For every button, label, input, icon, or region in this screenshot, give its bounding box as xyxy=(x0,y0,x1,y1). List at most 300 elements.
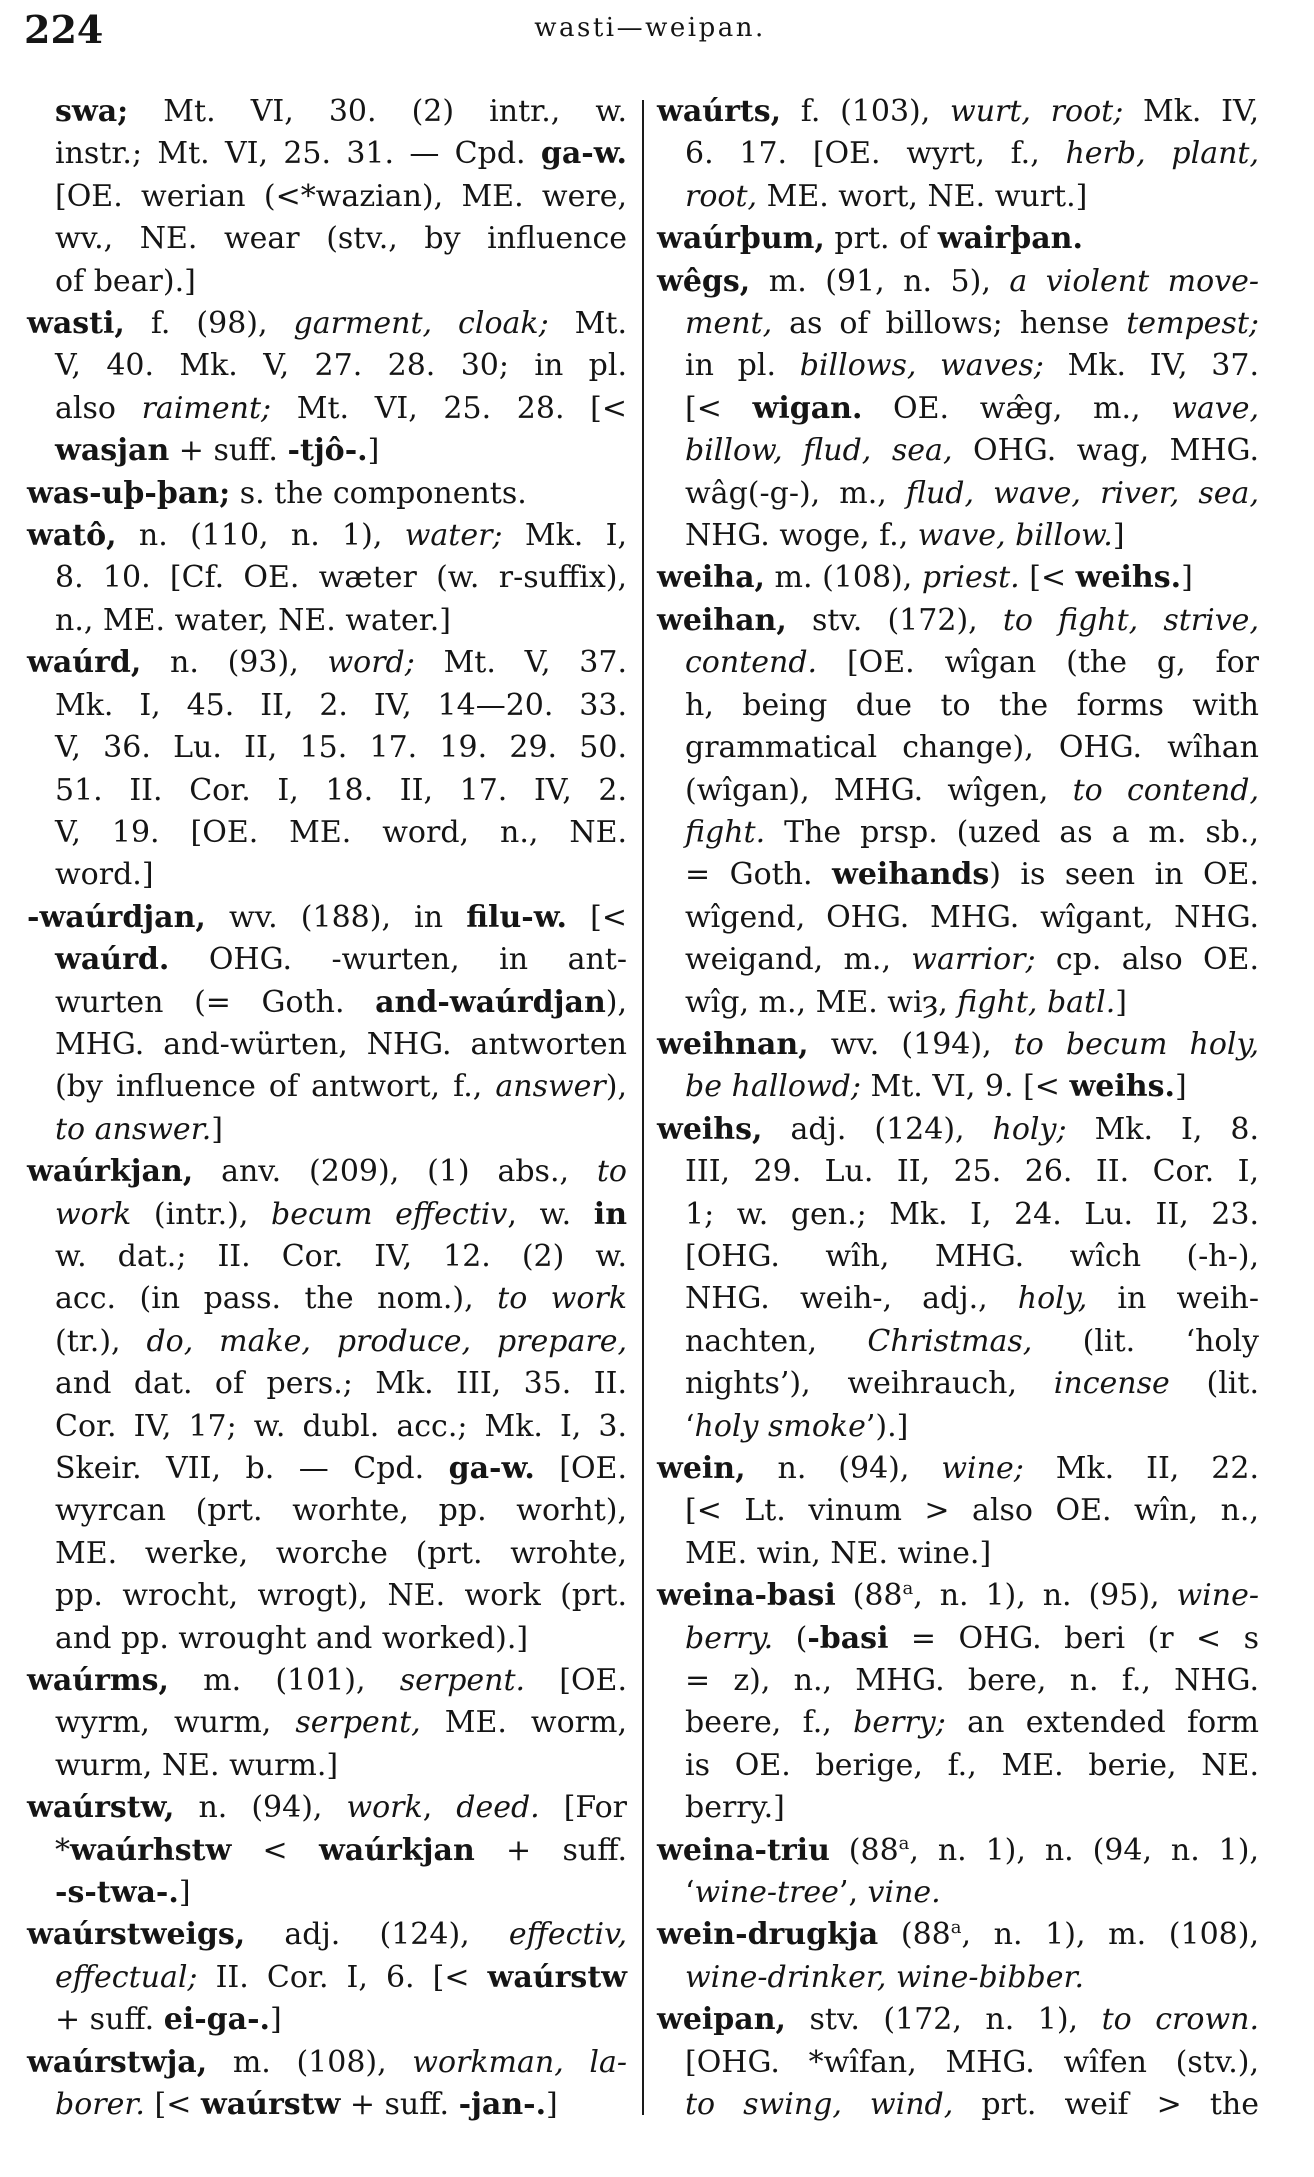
entry-text: ), xyxy=(605,984,627,1020)
bold-form: wigan. xyxy=(752,390,863,426)
entry-text: Mt. VI, 9. [< xyxy=(860,1069,1070,1105)
entry-line xyxy=(657,812,1259,854)
gloss-text: wine; xyxy=(941,1451,1024,1486)
entry-head-line xyxy=(27,303,627,345)
entry-line xyxy=(27,1957,627,1999)
headword: weiha, xyxy=(657,560,766,596)
entry-text: ] xyxy=(211,1111,223,1147)
gloss-text: effectual; xyxy=(55,1959,198,1995)
entry-text: Mk. I, 45. II, 2. IV, 14—20. 33. xyxy=(55,687,627,723)
entry-line xyxy=(27,1872,627,1914)
entry-text: Mk. IV, 37. xyxy=(1043,348,1260,384)
entry-line xyxy=(657,430,1259,472)
entry-line xyxy=(657,133,1259,175)
headword: weihnan, xyxy=(657,1026,809,1062)
entry-text: ME. wort, NE. wurt.] xyxy=(757,178,1088,214)
entry-head-line xyxy=(657,1109,1259,1151)
entry-text: f. (98), xyxy=(124,306,294,342)
entry-line xyxy=(657,982,1259,1024)
gloss-text: work xyxy=(55,1196,132,1232)
entry-text: ] xyxy=(1174,1069,1187,1105)
entry-text: m. (91, n. 5), xyxy=(750,263,1010,299)
headword: waúrts, xyxy=(657,94,782,129)
entry-text: [OE. xyxy=(525,1663,627,1699)
page-number: 224 xyxy=(24,7,104,52)
entry-text: an extended form xyxy=(945,1705,1259,1741)
entry-text: , xyxy=(422,1790,457,1826)
entry-line xyxy=(657,1194,1259,1236)
entry-text: n. (110, n. 1), xyxy=(116,518,405,554)
bold-form: weihs. xyxy=(1075,560,1182,596)
entry-text: The prsp. (uzed as a m. sb., xyxy=(765,814,1259,850)
entry-text: n., ME. water, NE. water.] xyxy=(55,602,451,638)
dictionary-entry xyxy=(27,1787,627,1914)
entry-text: OE. wæ̂g, m., xyxy=(862,390,1172,426)
entry-text: Mk. I, 8. xyxy=(1066,1111,1259,1147)
entry-text: [For xyxy=(539,1790,627,1826)
entry-text: of bear).] xyxy=(55,263,196,299)
entry-text: prt. of xyxy=(824,221,938,257)
entry-line xyxy=(657,1406,1259,1448)
entry-text: (tr.), xyxy=(55,1323,147,1359)
gloss-text: tempest; xyxy=(1126,306,1259,342)
gloss-text: flud, wave, river, sea, xyxy=(905,475,1259,511)
gloss-text: effectiv, xyxy=(508,1917,627,1953)
entry-text: m. (108), xyxy=(765,560,922,596)
entry-line xyxy=(657,770,1259,812)
headword: waúrstwja, xyxy=(27,2044,208,2080)
dictionary-entry xyxy=(27,2042,627,2127)
entry-text: n. (94), xyxy=(174,1790,347,1826)
entry-text: [< xyxy=(685,390,753,426)
entry-head-line xyxy=(657,91,1259,133)
gloss-text: billows, waves; xyxy=(799,348,1044,384)
entry-text: [OE. werian (<*wazian), ME. were, xyxy=(55,178,627,214)
entry-text: nights’), weihrauch, xyxy=(685,1366,1054,1402)
entry-line xyxy=(27,1490,627,1532)
entry-text: nachten, xyxy=(685,1323,868,1359)
entry-line xyxy=(27,1363,627,1405)
gloss-text: berry; xyxy=(853,1705,946,1741)
entry-text: cp. also OE. xyxy=(1035,942,1259,978)
entry-text: w. dat.; II. Cor. IV, 12. (2) w. xyxy=(55,1238,627,1274)
entry-text: Mt. V, 37. xyxy=(414,645,627,681)
entry-text: ‘ xyxy=(685,1408,695,1444)
entry-text: Mt. xyxy=(548,306,627,342)
entry-line xyxy=(27,939,627,981)
entry-line xyxy=(27,1194,627,1236)
dictionary-entry xyxy=(657,600,1259,1024)
entry-text: ] xyxy=(1112,518,1125,554)
entry-text: s. the components. xyxy=(230,475,527,511)
headword: wein-drugkja xyxy=(657,1917,879,1953)
entry-text: [< xyxy=(566,899,627,935)
gloss-text: wine- xyxy=(1176,1578,1259,1614)
entry-text: is OE. berige, f., ME. berie, NE. xyxy=(685,1747,1259,1783)
entry-text: as of billows; hense xyxy=(772,306,1127,342)
gloss-text: to xyxy=(596,1154,627,1190)
entry-text: (lit. ‘holy xyxy=(1032,1323,1259,1359)
entry-line xyxy=(657,642,1259,684)
gloss-text: holy, xyxy=(1017,1281,1088,1317)
entry-text: [< xyxy=(1019,560,1076,596)
entry-text: ] xyxy=(1181,560,1193,596)
entry-line xyxy=(657,1872,1259,1914)
entry-text: weigand, m., xyxy=(685,942,912,978)
entry-line xyxy=(657,1278,1259,1320)
entry-line xyxy=(657,1533,1259,1575)
entry-line xyxy=(27,1406,627,1448)
entry-line xyxy=(657,1490,1259,1532)
entry-text: Mk. IV, xyxy=(1123,94,1259,129)
headword: waúrþum, xyxy=(657,221,825,257)
gloss-text: becum effectiv xyxy=(271,1196,508,1232)
entry-line xyxy=(27,91,627,133)
entry-text: in pl. xyxy=(685,348,800,384)
entry-text: wurm, NE. wurm.] xyxy=(55,1747,339,1783)
entry-text: wv. (194), xyxy=(808,1026,1014,1062)
entry-text: m. (108), xyxy=(207,2044,413,2080)
dictionary-entry xyxy=(657,1109,1259,1448)
gloss-text: holy smoke xyxy=(694,1408,866,1444)
dictionary-entry xyxy=(657,1575,1259,1829)
headword: waúrstw, xyxy=(27,1790,175,1826)
gloss-text: be hallowd; xyxy=(685,1069,861,1105)
entry-text: [OHG. *wîfan, MHG. wîfen (stv.), xyxy=(685,2044,1259,2080)
entry-line xyxy=(27,1702,627,1744)
gloss-text: answer xyxy=(495,1069,606,1105)
gloss-text: to contend, xyxy=(1072,772,1259,808)
right-column xyxy=(657,91,1259,2127)
headword: wein, xyxy=(657,1451,746,1486)
entry-text: berry.] xyxy=(685,1790,785,1826)
entry-text: adj. (124), xyxy=(762,1111,993,1147)
entry-line xyxy=(27,557,627,599)
entry-head-line xyxy=(27,897,627,939)
entry-line xyxy=(657,1957,1259,1999)
dictionary-entry xyxy=(657,218,1259,260)
entry-line xyxy=(657,1787,1259,1829)
entry-text: ME. win, NE. wine.] xyxy=(685,1535,992,1571)
entry-text: (wîgan), MHG. wîgen, xyxy=(685,772,1073,808)
entry-text: ‘ xyxy=(685,1875,695,1911)
entry-line xyxy=(657,303,1259,345)
bold-form: waúrkjan xyxy=(318,1832,475,1868)
entry-line xyxy=(657,897,1259,939)
bold-form: wairþan. xyxy=(937,221,1083,257)
headword: weihan, xyxy=(657,602,787,638)
dictionary-entry xyxy=(657,1448,1259,1575)
entry-text: Mt. VI, 30. (2) intr., w. xyxy=(128,94,627,129)
entry-line xyxy=(657,727,1259,769)
entry-text: wyrm, wurm, xyxy=(55,1705,296,1741)
gloss-text: workman, la- xyxy=(412,2044,627,2080)
entry-line xyxy=(27,727,627,769)
entry-head-line xyxy=(657,557,1259,599)
entry-text: Mk. I, xyxy=(502,518,627,554)
bold-form: waúrhstw xyxy=(70,1832,232,1868)
dictionary-entry xyxy=(657,91,1259,218)
gloss-text: fight. xyxy=(685,814,766,850)
entry-line xyxy=(657,345,1259,387)
entry-line xyxy=(657,1745,1259,1787)
entry-line xyxy=(27,1024,627,1066)
gloss-text: Christmas, xyxy=(867,1323,1033,1359)
entry-text: = Goth. xyxy=(685,857,833,893)
entry-text: acc. (in pass. the nom.), xyxy=(55,1281,498,1317)
entry-text: and dat. of pers.; Mk. III, 35. II. xyxy=(55,1366,627,1402)
entry-text: OHG. -wurten, in ant- xyxy=(169,942,627,978)
dictionary-entry xyxy=(657,1830,1259,1915)
bold-form: waúrd. xyxy=(55,942,170,978)
dictionary-entry xyxy=(27,303,627,473)
entry-text: (88 xyxy=(878,1917,951,1953)
dictionary-entry xyxy=(657,261,1259,558)
headword: waúrd, xyxy=(27,645,142,681)
gloss-text: ment, xyxy=(685,306,773,342)
dictionary-entry xyxy=(27,642,627,896)
superscript: a xyxy=(950,1917,962,1939)
entry-head-line xyxy=(27,1787,627,1829)
entry-text: II. Cor. I, 6. [< xyxy=(197,1959,488,1995)
entry-text: (88 xyxy=(835,1578,903,1614)
gloss-text: herb, plant, xyxy=(1065,136,1259,172)
bold-form: in xyxy=(593,1196,628,1232)
entry-text: MHG. and-würten, NHG. antworten xyxy=(55,1026,627,1062)
gloss-text: work xyxy=(346,1790,423,1826)
entry-line xyxy=(27,1533,627,1575)
entry-text: grammatical change), OHG. wîhan xyxy=(685,730,1259,766)
entry-text: ), xyxy=(605,1069,627,1105)
entry-text: NHG. woge, f., xyxy=(685,518,918,554)
left-column xyxy=(27,91,627,2127)
headword: watô, xyxy=(27,518,117,554)
gloss-text: holy; xyxy=(992,1111,1067,1147)
entry-head-line xyxy=(27,642,627,684)
gloss-text: wurt, root; xyxy=(950,94,1124,129)
bold-form: swa; xyxy=(55,94,129,129)
entry-text: , w. xyxy=(507,1196,594,1232)
entry-head-line xyxy=(657,1024,1259,1066)
entry-line xyxy=(657,176,1259,218)
entry-text: 51. II. Cor. I, 18. II, 17. IV, 2. xyxy=(55,772,627,808)
dictionary-entry xyxy=(657,1024,1259,1109)
entry-line xyxy=(27,133,627,175)
gloss-text: water; xyxy=(404,518,503,554)
entry-line xyxy=(27,345,627,387)
entry-line xyxy=(27,1109,627,1151)
entry-line xyxy=(27,218,627,260)
entry-text: [OE. xyxy=(534,1451,627,1486)
entry-text: V, 19. [OE. ME. word, n., NE. xyxy=(55,814,627,850)
entry-text: wîgend, OHG. MHG. wîgant, NHG. xyxy=(685,899,1259,935)
entry-line xyxy=(27,1066,627,1108)
bold-form: -tjô-. xyxy=(287,433,368,469)
entry-text: NHG. weih-, adj., xyxy=(685,1281,1018,1317)
entry-text: stv. (172), xyxy=(786,602,1003,638)
entry-text: + suff. xyxy=(169,433,288,469)
headword: weihs, xyxy=(657,1111,763,1147)
entry-text: + suff. xyxy=(340,2087,459,2123)
entry-text: [OHG. wîh, MHG. wîch (-h-), xyxy=(685,1238,1259,1274)
dictionary-entry xyxy=(27,515,627,642)
bold-form: wasjan xyxy=(55,433,170,469)
entry-text: [OE. wîgan (the g, for xyxy=(817,645,1259,681)
entry-text: ] xyxy=(1115,984,1127,1020)
gloss-text: wine-tree xyxy=(694,1875,839,1911)
entry-text: ] xyxy=(269,2002,282,2038)
headword: weina-triu xyxy=(657,1832,830,1868)
gloss-text: serpent. xyxy=(399,1663,526,1699)
gloss-text: fight, batl. xyxy=(957,984,1116,1020)
gloss-text: contend. xyxy=(685,645,818,681)
entry-head-line xyxy=(657,600,1259,642)
entry-text: ’).] xyxy=(865,1408,909,1444)
entry-text: [< Lt. vinum > also OE. wîn, n., xyxy=(685,1493,1259,1529)
bold-form: -basi xyxy=(807,1620,889,1656)
entry-line xyxy=(27,1999,627,2041)
headword: weipan, xyxy=(657,2002,786,2038)
gloss-text: borer. xyxy=(55,2087,145,2123)
entry-line xyxy=(657,1151,1259,1193)
entry-line xyxy=(657,1066,1259,1108)
entry-text: n. (93), xyxy=(141,645,328,681)
entry-line xyxy=(657,1321,1259,1363)
entry-text: V, 40. Mk. V, 27. 28. 30; in pl. xyxy=(55,348,627,384)
entry-text: ] xyxy=(367,433,380,469)
entry-line xyxy=(27,600,627,642)
entry-text: word.] xyxy=(55,857,154,893)
entry-text: Skeir. VII, b. — Cpd. xyxy=(55,1451,449,1486)
entry-text: wv. (188), in xyxy=(205,899,467,935)
entry-line xyxy=(27,430,627,472)
dictionary-entry xyxy=(27,473,627,515)
gloss-text: wine-drinker, wine-bibber. xyxy=(685,1959,1085,1995)
entry-head-line xyxy=(27,2042,627,2084)
entry-text: f. (103), xyxy=(781,94,951,129)
gloss-text: deed. xyxy=(456,1790,540,1826)
bold-form: filu-w. xyxy=(466,899,567,935)
entry-text: < xyxy=(231,1832,319,1868)
entry-line xyxy=(657,854,1259,896)
entry-text: ) is seen in OE. xyxy=(989,857,1259,893)
entry-line xyxy=(27,1448,627,1490)
entry-line xyxy=(657,1660,1259,1702)
entry-line xyxy=(657,939,1259,981)
gloss-text: priest. xyxy=(921,560,1020,596)
gloss-text: garment, cloak; xyxy=(293,306,549,342)
entry-text: ME. worm, xyxy=(420,1705,627,1741)
entry-line xyxy=(27,1618,627,1660)
entry-line xyxy=(27,812,627,854)
entry-text: and pp. wrought and worked).] xyxy=(55,1620,529,1656)
gloss-text: vine. xyxy=(867,1875,941,1911)
entry-text: (88 xyxy=(829,1832,899,1868)
entry-head-line xyxy=(657,1830,1259,1872)
entry-text: III, 29. Lu. II, 25. 26. II. Cor. I, xyxy=(685,1154,1259,1190)
entry-text: 1; w. gen.; Mk. I, 24. Lu. II, 23. xyxy=(685,1196,1259,1232)
entry-text: ME. werke, worche (prt. wrohte, xyxy=(55,1535,627,1571)
dictionary-entry xyxy=(27,1151,627,1660)
entry-text: beere, f., xyxy=(685,1705,854,1741)
entry-line xyxy=(657,685,1259,727)
entry-line xyxy=(657,1236,1259,1278)
entry-line xyxy=(27,1830,627,1872)
entry-line xyxy=(27,388,627,430)
entry-text: pp. wrocht, wrogt), NE. work (prt. xyxy=(55,1578,627,1614)
entry-text: = OHG. beri (r < s xyxy=(888,1620,1259,1656)
entry-text: wurten (= Goth. xyxy=(55,984,376,1020)
entry-text: n. (94), xyxy=(745,1451,942,1486)
bold-form: -s-twa-. xyxy=(55,1875,179,1911)
entry-text: * xyxy=(55,1832,70,1868)
dictionary-entry xyxy=(657,1999,1259,2126)
bold-form: weihands xyxy=(832,857,990,893)
entry-text: V, 36. Lu. II, 15. 17. 19. 29. 50. xyxy=(55,730,627,766)
entry-line xyxy=(27,1321,627,1363)
entry-head-line xyxy=(657,1999,1259,2041)
entry-line xyxy=(657,1363,1259,1405)
dictionary-entry xyxy=(27,1914,627,2041)
headword: wasti, xyxy=(27,306,125,342)
gloss-text: a violent move- xyxy=(1009,263,1260,299)
bold-form: and-waúrdjan xyxy=(375,984,606,1020)
bold-form: weihs. xyxy=(1069,1069,1175,1105)
gloss-text: to fight, strive, xyxy=(1002,602,1259,638)
entry-text: , n. 1), m. (108), xyxy=(961,1917,1259,1953)
entry-line xyxy=(27,685,627,727)
entry-head-line xyxy=(657,1448,1259,1490)
entry-line xyxy=(27,982,627,1024)
entry-line xyxy=(657,1702,1259,1744)
headword: was-uþ-þan; xyxy=(27,475,231,511)
entry-text: + suff. xyxy=(55,2002,164,2038)
entry-text: (intr.), xyxy=(131,1196,272,1232)
headword: waúrms, xyxy=(27,1663,169,1699)
column-divider xyxy=(642,100,644,2115)
entry-text: wv., NE. wear (stv., by influence xyxy=(55,221,627,257)
entry-text: (by influence of antwort, f., xyxy=(55,1069,496,1105)
entry-line xyxy=(657,515,1259,557)
entry-line xyxy=(657,2042,1259,2084)
headword: -waúrdjan, xyxy=(27,899,206,935)
entry-line xyxy=(27,854,627,896)
entry-text: [< xyxy=(144,2087,201,2123)
entry-text: ’, xyxy=(838,1875,868,1911)
entry-text: (lit. xyxy=(1169,1366,1259,1402)
entry-text: Mk. II, 22. xyxy=(1023,1451,1259,1486)
entry-head-line xyxy=(657,218,1259,260)
entry-text: h, being due to the forms with xyxy=(685,687,1259,723)
entry-text: 6. 17. [OE. wyrt, f., xyxy=(685,136,1066,172)
entry-text: wîg, m., ME. wiȝ, xyxy=(685,984,958,1020)
gloss-text: billow, flud, sea, xyxy=(685,433,953,469)
entry-text: ] xyxy=(178,1875,191,1911)
dictionary-entry xyxy=(27,897,627,1151)
gloss-text: to answer. xyxy=(55,1111,212,1147)
entry-line xyxy=(27,1236,627,1278)
entry-line xyxy=(27,1745,627,1787)
entry-head-line xyxy=(27,473,627,515)
entry-line xyxy=(657,1618,1259,1660)
gloss-text: to work xyxy=(497,1281,628,1317)
entry-head-line xyxy=(27,1151,627,1193)
entry-text: anv. (209), (1) abs., xyxy=(193,1154,597,1190)
entry-text: in weih- xyxy=(1087,1281,1259,1317)
entry-head-line xyxy=(27,1914,627,1956)
entry-line xyxy=(27,2084,627,2126)
headword: waúrstweigs, xyxy=(27,1917,246,1953)
